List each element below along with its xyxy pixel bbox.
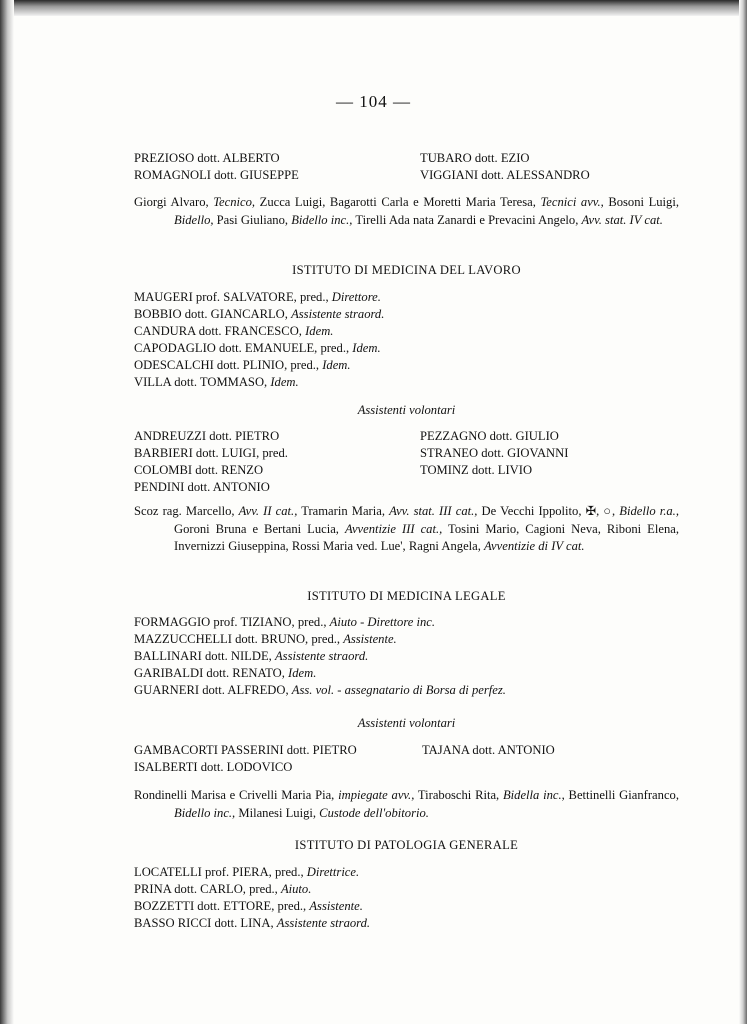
scan-top-edge	[0, 0, 747, 16]
staff-paragraph	[134, 194, 679, 229]
text-run: Goroni Bruna e Bertani Lucia,	[174, 521, 345, 536]
staff-line: PRINA dott. CARLO, pred., Aiuto.	[134, 882, 312, 896]
staff-line: MAZZUCCHELLI dott. BRUNO, pred., Assistente.	[134, 632, 397, 646]
role-text: Bidello inc.,	[174, 805, 236, 820]
scan-right-edge	[739, 0, 747, 1024]
staff-paragraph	[134, 787, 679, 822]
staff-line: BOBBIO dott. GIANCARLO, Assistente straord.	[134, 307, 385, 321]
section-heading: ISTITUTO DI PATOLOGIA GENERALE	[294, 838, 519, 852]
staff-line: LOCATELLI prof. PIERA, pred., Direttrice.	[134, 865, 360, 879]
subsection-heading: Assistenti volontari	[357, 403, 456, 417]
text-run: Scoz rag. Marcello,	[134, 504, 239, 518]
text-run: Bettinelli Gianfranco,	[564, 788, 679, 802]
text-run: Tramarin Maria,	[297, 504, 390, 518]
staff-line: MAUGERI prof. SALVATORE, pred., Direttore.	[134, 290, 381, 304]
name-line: PEZZAGNO dott. GIULIO	[420, 429, 559, 443]
text-run: Milanesi Luigi,	[235, 805, 320, 820]
role-text: Custode dell'obitorio.	[319, 805, 429, 820]
name-line: PENDINI dott. ANTONIO	[134, 480, 270, 494]
role-text: Bidello r.a.,	[619, 504, 679, 518]
name-line: BARBIERI dott. LUIGI, pred.	[134, 446, 288, 460]
text-run: Giorgi Alvaro,	[134, 195, 214, 209]
staff-line: BALLINARI dott. NILDE, Assistente straord.	[134, 649, 369, 663]
role-text: Avventizie di IV cat.	[484, 539, 585, 553]
name-line: GAMBACORTI PASSERINI dott. PIETRO	[134, 743, 357, 757]
staff-line: CAPODAGLIO dott. EMANUELE, pred., Idem.	[134, 341, 381, 355]
name-line: TOMINZ dott. LIVIO	[420, 463, 533, 477]
role-text: Avventizie III cat.,	[344, 521, 443, 536]
page-number: — 104 —	[336, 92, 411, 111]
name-line: TUBARO dott. EZIO	[420, 151, 530, 165]
role-text: impiegate avv.,	[338, 788, 415, 802]
text-run: Bosoni Luigi,	[603, 195, 680, 209]
staff-line: VILLA dott. TOMMASO, Idem.	[134, 375, 299, 389]
subsection-heading: Assistenti volontari	[357, 716, 456, 730]
text-run: Zucca Luigi, Bagarotti Carla e Moretti Maria Teresa,	[255, 195, 541, 209]
role-text: Tecnici avv.,	[540, 195, 604, 209]
role-text: Bidello,	[174, 212, 214, 227]
text-run: Tosini Mario, Cagioni Neva, Riboni Elena, Invernizzi Giuseppina, Rossi Maria ved. Lue', Ragni Angela,	[174, 521, 679, 553]
staff-paragraph	[134, 503, 679, 556]
role-text: Avv. stat. III cat.,	[389, 504, 478, 518]
name-line: COLOMBI dott. RENZO	[134, 463, 264, 477]
role-text: Tecnico,	[213, 195, 256, 209]
role-text: Bidello inc.,	[291, 212, 353, 227]
name-line: ROMAGNOLI dott. GIUSEPPE	[134, 168, 299, 182]
name-line: ANDREUZZI dott. PIETRO	[134, 429, 280, 443]
text-run: Tirelli Ada nata Zanardi e Prevacini Angelo,	[352, 212, 582, 227]
role-text: Avv. stat. IV cat.	[581, 212, 663, 227]
name-line: ISALBERTI dott. LODOVICO	[134, 760, 293, 774]
name-line: TAJANA dott. ANTONIO	[422, 743, 555, 757]
scan-left-edge	[0, 0, 14, 1024]
text-run: Pasi Giuliano,	[213, 212, 292, 227]
section-heading: ISTITUTO DI MEDICINA LEGALE	[307, 589, 506, 603]
text-run: Tiraboschi Rita,	[414, 788, 503, 802]
staff-line: ODESCALCHI dott. PLINIO, pred., Idem.	[134, 358, 351, 372]
role-text: Avv. II cat.,	[238, 504, 298, 518]
name-line: STRANEO dott. GIOVANNI	[420, 446, 569, 460]
staff-line: FORMAGGIO prof. TIZIANO, pred., Aiuto - Direttore inc.	[134, 615, 436, 629]
staff-line: GARIBALDI dott. RENATO, Idem.	[134, 666, 317, 680]
staff-line: GUARNERI dott. ALFREDO, Ass. vol. - assegnatario di Borsa di perfez.	[134, 683, 506, 697]
text-run: Rondinelli Marisa e Crivelli Maria Pia,	[134, 788, 339, 802]
role-text: Bidella inc.,	[502, 788, 565, 802]
staff-line: BASSO RICCI dott. LINA, Assistente straord.	[134, 916, 371, 930]
name-line: VIGGIANI dott. ALESSANDRO	[420, 168, 590, 182]
section-heading: ISTITUTO DI MEDICINA DEL LAVORO	[292, 263, 521, 277]
name-line: PREZIOSO dott. ALBERTO	[134, 151, 280, 165]
staff-line: CANDURA dott. FRANCESCO, Idem.	[134, 324, 334, 338]
text-run: De Vecchi Ippolito, ✠, ○,	[477, 504, 620, 518]
staff-line: BOZZETTI dott. ETTORE, pred., Assistente.	[134, 899, 363, 913]
